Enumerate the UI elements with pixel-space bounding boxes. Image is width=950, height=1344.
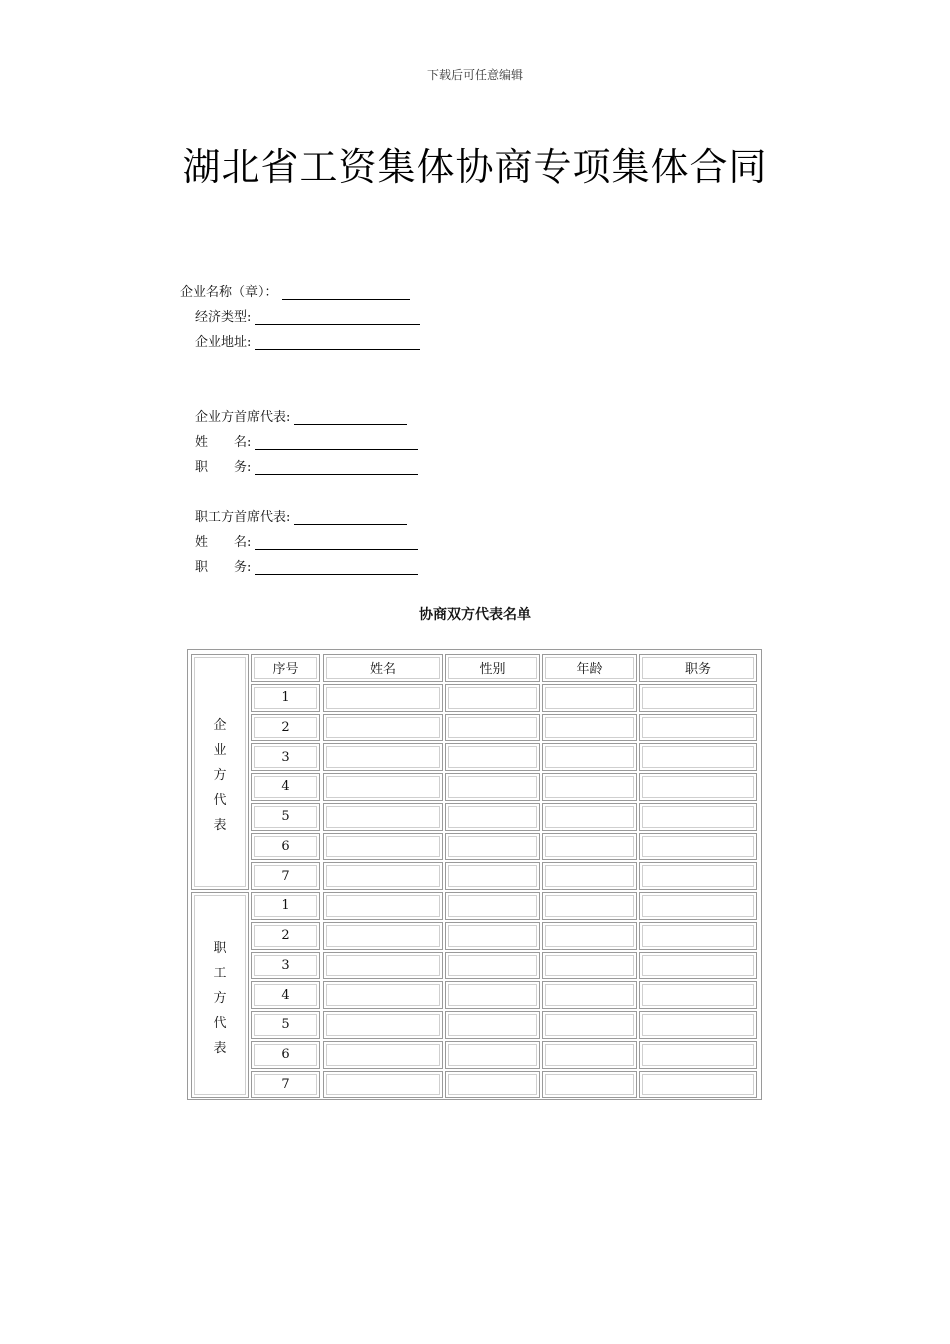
employer-position-blank[interactable] — [255, 462, 418, 475]
table-header-cell: 性别 — [445, 654, 540, 682]
economic-type-blank[interactable] — [255, 312, 420, 325]
table-entry-cell[interactable] — [542, 1071, 637, 1099]
employee-name-label: 姓 名: — [195, 535, 252, 550]
table-entry-cell[interactable] — [445, 981, 540, 1009]
row-number-cell: 3 — [251, 952, 320, 980]
table-entry-cell[interactable] — [639, 833, 757, 861]
row-number-cell: 4 — [251, 981, 320, 1009]
group-label-char: 代 — [213, 1015, 227, 1031]
table-entry-cell[interactable] — [542, 1041, 637, 1069]
table-header-cell: 年龄 — [542, 654, 637, 682]
table-entry-cell[interactable] — [323, 981, 443, 1009]
employer-name-field — [195, 431, 418, 450]
table-entry-cell[interactable] — [445, 1041, 540, 1069]
group-label-char: 方 — [213, 767, 227, 783]
economic-type-label: 经济类型: — [195, 310, 252, 325]
table-entry-cell[interactable] — [323, 773, 443, 801]
table-entry-cell[interactable] — [445, 684, 540, 712]
row-number-cell: 3 — [251, 743, 320, 771]
table-entry-cell[interactable] — [639, 773, 757, 801]
employee-position-field — [195, 556, 418, 575]
table-entry-cell[interactable] — [323, 892, 443, 920]
table-entry-cell[interactable] — [542, 833, 637, 861]
employer-rep-heading-field — [195, 406, 407, 425]
representative-table — [187, 649, 762, 1100]
table-entry-cell[interactable] — [639, 684, 757, 712]
header-note: 下载后可任意编辑 — [426, 68, 523, 82]
group-label-cell — [191, 654, 249, 890]
employee-name-blank[interactable] — [255, 537, 418, 550]
table-entry-cell[interactable] — [542, 773, 637, 801]
table-entry-cell[interactable] — [323, 833, 443, 861]
company-name-label: 企业名称（章）： — [180, 285, 278, 300]
table-entry-cell[interactable] — [639, 922, 757, 950]
table-entry-cell[interactable] — [639, 803, 757, 831]
group-label-char: 代 — [213, 792, 227, 808]
group-label-char: 业 — [213, 742, 227, 758]
table-entry-cell[interactable] — [323, 803, 443, 831]
table-header-cell: 序号 — [251, 654, 320, 682]
table-title: 协商双方代表名单 — [419, 607, 531, 623]
row-number-cell: 7 — [251, 862, 320, 890]
row-number-cell: 1 — [251, 684, 320, 712]
table-entry-cell[interactable] — [639, 862, 757, 890]
economic-type-field — [195, 306, 420, 325]
table-header-cell: 姓名 — [323, 654, 443, 682]
table-entry-cell[interactable] — [445, 892, 540, 920]
employer-name-label: 姓 名: — [195, 435, 252, 450]
table-entry-cell[interactable] — [639, 1071, 757, 1099]
employer-name-blank[interactable] — [255, 437, 418, 450]
table-entry-cell[interactable] — [445, 952, 540, 980]
table-entry-cell[interactable] — [639, 743, 757, 771]
table-entry-cell[interactable] — [323, 684, 443, 712]
group-label-char: 方 — [213, 990, 227, 1006]
table-entry-cell[interactable] — [639, 952, 757, 980]
table-entry-cell[interactable] — [542, 803, 637, 831]
group-label-char: 表 — [213, 1040, 227, 1056]
company-name-blank[interactable] — [282, 287, 410, 300]
table-entry-cell[interactable] — [639, 714, 757, 742]
table-entry-cell[interactable] — [542, 892, 637, 920]
group-label-char: 工 — [213, 965, 227, 981]
company-name-field — [180, 281, 410, 300]
table-entry-cell[interactable] — [323, 952, 443, 980]
employee-rep-heading: 职工方首席代表: — [195, 510, 291, 525]
employer-position-label: 职 务: — [195, 460, 252, 475]
employee-rep-heading-field — [195, 506, 407, 525]
row-number-cell: 6 — [251, 833, 320, 861]
row-number-cell: 4 — [251, 773, 320, 801]
employer-rep-heading: 企业方首席代表: — [195, 410, 291, 425]
table-entry-cell[interactable] — [542, 714, 637, 742]
employee-position-label: 职 务: — [195, 560, 252, 575]
row-number-cell: 5 — [251, 1011, 320, 1039]
row-number-cell: 6 — [251, 1041, 320, 1069]
company-address-field — [195, 331, 420, 350]
table-entry-cell[interactable] — [323, 714, 443, 742]
table-entry-cell[interactable] — [445, 714, 540, 742]
table-entry-cell[interactable] — [323, 1041, 443, 1069]
table-entry-cell[interactable] — [323, 922, 443, 950]
table-entry-cell[interactable] — [542, 862, 637, 890]
table-entry-cell[interactable] — [323, 743, 443, 771]
employee-name-field — [195, 531, 418, 550]
table-entry-cell[interactable] — [542, 684, 637, 712]
table-entry-cell[interactable] — [445, 1071, 540, 1099]
table-entry-cell[interactable] — [323, 862, 443, 890]
table-entry-cell[interactable] — [639, 892, 757, 920]
table-entry-cell[interactable] — [542, 1011, 637, 1039]
employee-position-blank[interactable] — [255, 562, 418, 575]
group-label-cell — [191, 892, 249, 1098]
table-entry-cell[interactable] — [639, 1011, 757, 1039]
row-number-cell: 2 — [251, 714, 320, 742]
employer-rep-blank[interactable] — [294, 412, 407, 425]
table-entry-cell[interactable] — [445, 773, 540, 801]
table-entry-cell[interactable] — [445, 743, 540, 771]
table-header-cell: 职务 — [639, 654, 757, 682]
document-title: 湖北省工资集体协商专项集体合同 — [182, 145, 768, 189]
employer-position-field — [195, 456, 418, 475]
table-entry-cell[interactable] — [323, 1071, 443, 1099]
row-number-cell: 5 — [251, 803, 320, 831]
table-entry-cell[interactable] — [445, 862, 540, 890]
table-entry-cell[interactable] — [445, 1011, 540, 1039]
table-entry-cell[interactable] — [542, 952, 637, 980]
table-entry-cell[interactable] — [323, 1011, 443, 1039]
row-number-cell: 1 — [251, 892, 320, 920]
group-label-char: 职 — [213, 940, 227, 956]
table-entry-cell[interactable] — [445, 833, 540, 861]
table-entry-cell[interactable] — [639, 981, 757, 1009]
employee-rep-blank[interactable] — [294, 512, 407, 525]
row-number-cell: 7 — [251, 1071, 320, 1099]
row-number-cell: 2 — [251, 922, 320, 950]
table-entry-cell[interactable] — [445, 803, 540, 831]
group-label-char: 表 — [213, 817, 227, 833]
table-entry-cell[interactable] — [542, 981, 637, 1009]
company-address-blank[interactable] — [255, 337, 420, 350]
company-address-label: 企业地址: — [195, 335, 252, 350]
table-entry-cell[interactable] — [639, 1041, 757, 1069]
table-entry-cell[interactable] — [542, 922, 637, 950]
table-entry-cell[interactable] — [542, 743, 637, 771]
group-label-char: 企 — [213, 717, 227, 733]
table-entry-cell[interactable] — [445, 922, 540, 950]
